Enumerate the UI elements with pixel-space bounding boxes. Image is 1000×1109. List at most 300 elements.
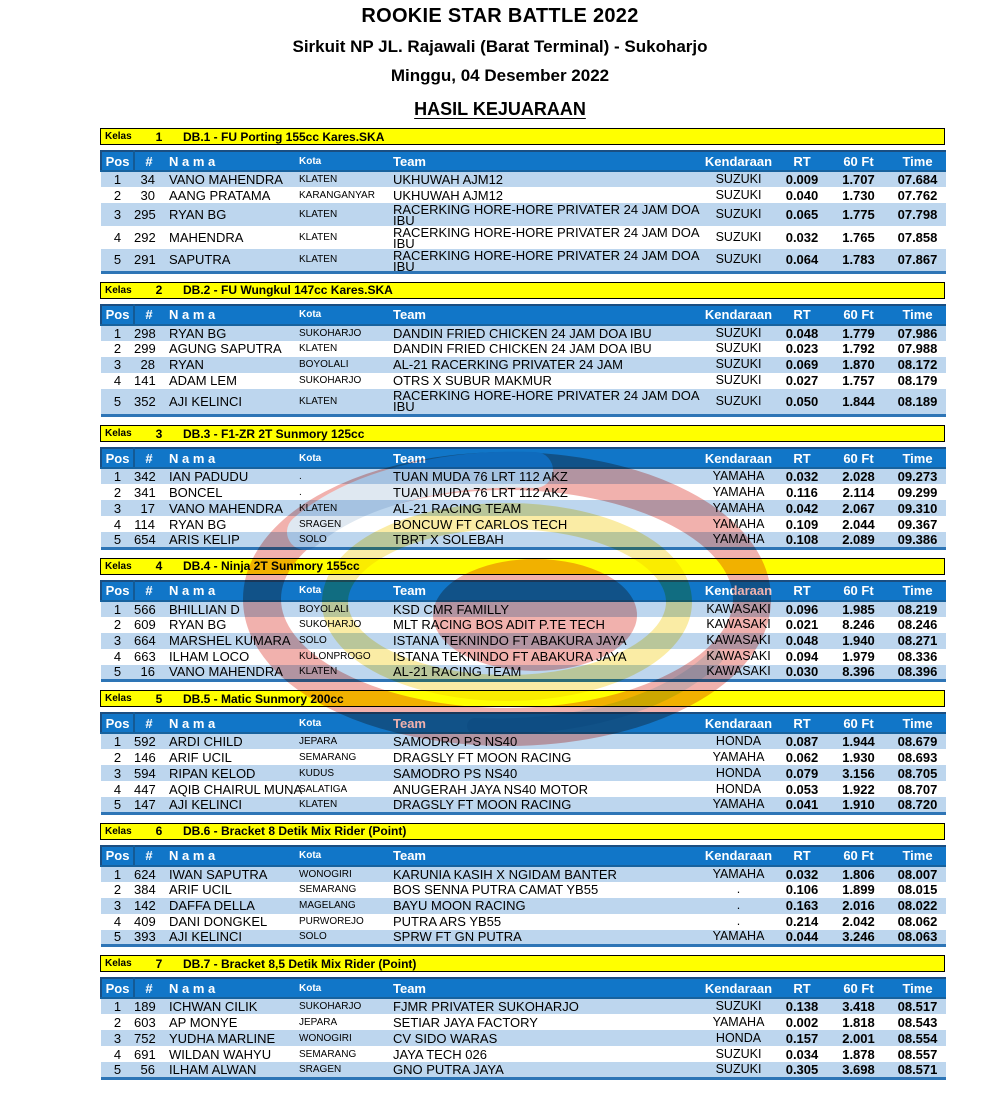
cell-team bbox=[387, 171, 701, 187]
cell-kota: SOLO bbox=[299, 635, 327, 646]
col-header-rt: RT bbox=[776, 305, 828, 325]
class-section bbox=[100, 690, 945, 815]
cell-kota: KLATEN bbox=[299, 254, 338, 266]
cell-nama: RIPAN KELOD bbox=[169, 765, 256, 781]
result-row bbox=[101, 468, 946, 484]
cell-team bbox=[387, 1046, 701, 1062]
cell-60ft: 2.089 bbox=[842, 531, 875, 547]
cell-team bbox=[387, 203, 701, 226]
col-header-nama: N a m a bbox=[163, 978, 293, 998]
cell-kendaraan: YAMAHA bbox=[712, 531, 765, 546]
team-text bbox=[393, 173, 701, 186]
result-row bbox=[101, 633, 946, 649]
cell-number: 34 bbox=[140, 172, 155, 187]
col-header-nama: N a m a bbox=[163, 713, 293, 733]
cell-number: 146 bbox=[134, 749, 156, 765]
kelas-title: DB.5 - Matic Sunmory 200cc bbox=[183, 691, 344, 706]
class-section bbox=[100, 128, 945, 274]
cell-rt: 0.021 bbox=[785, 617, 819, 632]
cell-nama: SAPUTRA bbox=[169, 252, 231, 268]
cell-number: 28 bbox=[140, 357, 155, 372]
cell-pos: 4 bbox=[113, 649, 122, 664]
cell-rt: 0.032 bbox=[785, 469, 819, 484]
cell-kendaraan: YAMAHA bbox=[712, 749, 765, 764]
cell-rt: 0.069 bbox=[785, 357, 819, 372]
team-line1: BOS SENNA PUTRA CAMAT YB55 bbox=[393, 882, 599, 897]
cell-rt: 0.040 bbox=[785, 187, 819, 203]
cell-pos: 1 bbox=[113, 601, 122, 617]
cell-kota: KLATEN bbox=[299, 209, 338, 220]
team-line1: KSD CMR FAMILLY bbox=[393, 601, 510, 617]
cell-time: 08.336 bbox=[897, 649, 938, 664]
cell-kota: KLATEN bbox=[299, 343, 338, 354]
kelas-label: Kelas bbox=[105, 284, 132, 296]
table-header-row bbox=[101, 581, 946, 601]
cell-team bbox=[387, 749, 701, 765]
cell-number: 566 bbox=[134, 601, 156, 617]
cell-team bbox=[387, 617, 701, 633]
cell-rt: 0.214 bbox=[785, 914, 819, 929]
cell-nama: RYAN BG bbox=[169, 325, 227, 341]
col-header-pos: Pos bbox=[101, 846, 134, 866]
team-line1: OTRS X SUBUR MAKMUR bbox=[393, 373, 552, 388]
cell-nama: RYAN BG bbox=[169, 207, 227, 222]
cell-time: 08.062 bbox=[897, 914, 938, 929]
cell-kendaraan: KAWASAKI bbox=[706, 601, 771, 616]
result-row bbox=[101, 998, 946, 1014]
result-row bbox=[101, 765, 946, 781]
cell-nama: BONCEL bbox=[169, 484, 223, 500]
cell-team bbox=[387, 665, 701, 681]
cell-kendaraan: SUZUKI bbox=[715, 230, 762, 244]
team-line1: BONCUW FT CARLOS TECH bbox=[393, 516, 568, 532]
team-text bbox=[393, 634, 701, 647]
cell-rt: 0.096 bbox=[785, 601, 819, 617]
result-row bbox=[101, 898, 946, 914]
cell-rt: 0.034 bbox=[785, 1046, 819, 1062]
cell-number: 292 bbox=[134, 230, 156, 245]
cell-number: 342 bbox=[134, 469, 156, 484]
cell-team bbox=[387, 516, 701, 532]
cell-team bbox=[387, 500, 701, 516]
col-header-rt: RT bbox=[776, 846, 828, 866]
col-header-team: Team bbox=[387, 305, 701, 325]
cell-rt: 0.094 bbox=[785, 649, 819, 664]
cell-kota: SEMARANG bbox=[299, 884, 357, 895]
col-header-rt: RT bbox=[776, 448, 828, 468]
cell-pos: 3 bbox=[113, 1030, 122, 1046]
result-row bbox=[101, 1062, 946, 1078]
class-header-bar bbox=[100, 823, 945, 840]
cell-kendaraan: SUZUKI bbox=[715, 393, 762, 408]
cell-pos: 2 bbox=[113, 187, 122, 203]
cell-team bbox=[387, 373, 701, 389]
cell-number: 624 bbox=[134, 866, 156, 882]
cell-60ft: 1.775 bbox=[842, 207, 875, 222]
team-text bbox=[393, 603, 701, 616]
cell-team bbox=[387, 866, 701, 882]
team-line1: CV SIDO WARAS bbox=[393, 1030, 498, 1046]
result-row bbox=[101, 882, 946, 898]
team-line1: DANDIN FRIED CHICKEN 24 JAM DOA IBU bbox=[393, 325, 652, 341]
cell-kendaraan: SUZUKI bbox=[715, 999, 762, 1013]
cell-nama: ARIS KELIP bbox=[169, 531, 240, 547]
cell-nama: DAFFA DELLA bbox=[169, 898, 255, 913]
cell-nama: IAN PADUDU bbox=[169, 469, 249, 484]
cell-time: 08.557 bbox=[897, 1046, 938, 1062]
class-header-bar bbox=[100, 690, 945, 707]
cell-nama: ADAM LEM bbox=[169, 373, 237, 388]
cell-kota: . bbox=[299, 486, 302, 498]
cell-60ft: 1.870 bbox=[842, 357, 875, 372]
cell-60ft: 2.001 bbox=[842, 1030, 875, 1046]
team-text bbox=[393, 665, 701, 678]
cell-60ft: 1.707 bbox=[842, 172, 875, 187]
team-text bbox=[393, 518, 701, 531]
team-text bbox=[393, 751, 701, 764]
cell-team bbox=[387, 914, 701, 930]
team-text bbox=[393, 1000, 701, 1013]
cell-number: 663 bbox=[134, 649, 156, 664]
result-row bbox=[101, 500, 946, 516]
col-header-60ft: 60 Ft bbox=[828, 305, 889, 325]
cell-rt: 0.116 bbox=[786, 484, 818, 500]
team-line1: JAYA TECH 026 bbox=[393, 1046, 487, 1062]
team-text bbox=[393, 248, 701, 274]
team-line1: RACERKING HORE-HORE PRIVATER 24 JAM DOA bbox=[393, 225, 700, 240]
team-text bbox=[393, 868, 701, 881]
cell-60ft: 1.899 bbox=[842, 882, 875, 897]
cell-pos: 4 bbox=[113, 1046, 122, 1062]
cell-60ft: 2.114 bbox=[842, 484, 875, 500]
col-header-kendaraan: Kendaraan bbox=[701, 448, 776, 468]
cell-team bbox=[387, 249, 701, 272]
cell-nama: MARSHEL KUMARA bbox=[169, 633, 291, 648]
result-row bbox=[101, 617, 946, 633]
results-table bbox=[100, 712, 946, 815]
cell-number: 752 bbox=[134, 1030, 156, 1046]
col-header-kendaraan: Kendaraan bbox=[701, 305, 776, 325]
cell-time: 08.219 bbox=[897, 601, 938, 617]
cell-kendaraan: HONDA bbox=[715, 1030, 762, 1045]
result-row bbox=[101, 1030, 946, 1046]
cell-team bbox=[387, 1062, 701, 1078]
result-row bbox=[101, 532, 946, 548]
cell-rt: 0.087 bbox=[785, 734, 819, 749]
cell-nama: MAHENDRA bbox=[169, 230, 244, 245]
team-text bbox=[393, 389, 701, 412]
cell-nama: DANI DONGKEL bbox=[169, 914, 268, 929]
result-row bbox=[101, 733, 946, 749]
cell-time: 08.063 bbox=[897, 929, 938, 945]
cell-pos: 2 bbox=[113, 882, 122, 897]
cell-pos: 5 bbox=[113, 393, 122, 409]
col-header-number: # bbox=[134, 151, 163, 171]
result-row bbox=[101, 914, 946, 930]
class-header-bar bbox=[100, 425, 945, 442]
col-header-kendaraan: Kendaraan bbox=[701, 151, 776, 171]
cell-60ft: 3.246 bbox=[842, 929, 875, 945]
cell-kendaraan: SUZUKI bbox=[715, 252, 762, 267]
cell-number: 295 bbox=[134, 207, 156, 222]
table-header-row bbox=[101, 305, 946, 325]
cell-number: 291 bbox=[134, 252, 156, 268]
cell-kota: SOLO bbox=[299, 931, 327, 943]
cell-kendaraan: SUZUKI bbox=[715, 1061, 762, 1076]
class-section bbox=[100, 282, 945, 418]
cell-nama: BHILLIAN D bbox=[169, 601, 240, 617]
cell-kota: SUKOHARJO bbox=[299, 619, 362, 630]
team-text bbox=[393, 1063, 701, 1076]
results-table bbox=[100, 304, 946, 418]
cell-pos: 1 bbox=[113, 999, 122, 1014]
col-header-team: Team bbox=[387, 448, 701, 468]
cell-kendaraan: KAWASAKI bbox=[706, 649, 771, 663]
team-line1: UKHUWAH AJM12 bbox=[393, 172, 504, 187]
col-header-60ft: 60 Ft bbox=[828, 846, 889, 866]
col-header-number: # bbox=[134, 448, 163, 468]
cell-nama: ARIF UCIL bbox=[169, 749, 232, 765]
cell-kota: KLATEN bbox=[299, 502, 338, 514]
cell-kota: KLATEN bbox=[299, 174, 338, 185]
cell-rt: 0.305 bbox=[785, 1061, 819, 1077]
cell-time: 07.858 bbox=[897, 230, 938, 245]
kelas-title: DB.3 - F1-ZR 2T Sunmory 125cc bbox=[183, 426, 365, 441]
result-row bbox=[101, 187, 946, 203]
col-header-team: Team bbox=[387, 713, 701, 733]
class-section bbox=[100, 955, 945, 1080]
cell-kendaraan: SUZUKI bbox=[715, 172, 762, 186]
col-header-time: Time bbox=[889, 713, 946, 733]
cell-60ft: 2.016 bbox=[842, 898, 875, 913]
cell-number: 147 bbox=[134, 796, 156, 812]
result-row bbox=[101, 341, 946, 357]
team-line1: KARUNIA KASIH X NGIDAM BANTER bbox=[393, 866, 617, 882]
team-line1: RACERKING HORE-HORE PRIVATER 24 JAM DOA bbox=[393, 387, 700, 403]
cell-time: 08.396 bbox=[897, 664, 938, 680]
cell-kota: BOYOLALI bbox=[299, 359, 349, 370]
col-header-pos: Pos bbox=[101, 151, 134, 171]
team-line2: IBU bbox=[393, 398, 415, 414]
cell-rt: 0.042 bbox=[785, 500, 819, 516]
team-line1: AL-21 RACING TEAM bbox=[393, 664, 522, 680]
cell-nama: AJI KELINCI bbox=[169, 929, 242, 945]
cell-time: 09.273 bbox=[897, 469, 938, 484]
cell-rt: 0.138 bbox=[785, 999, 819, 1014]
cell-team bbox=[387, 325, 701, 341]
col-header-pos: Pos bbox=[101, 305, 134, 325]
cell-kota: SUKOHARJO bbox=[299, 375, 362, 386]
section-title: HASIL KEJUARAAN bbox=[414, 99, 586, 119]
cell-pos: 3 bbox=[113, 765, 122, 781]
cell-rt: 0.044 bbox=[785, 929, 819, 945]
result-row bbox=[101, 781, 946, 797]
cell-pos: 5 bbox=[113, 531, 122, 547]
cell-kota: PURWOREJO bbox=[299, 916, 364, 927]
team-line1: TBRT X SOLEBAH bbox=[393, 531, 504, 547]
cell-rt: 0.108 bbox=[785, 531, 819, 547]
kelas-label: Kelas bbox=[105, 131, 132, 142]
cell-time: 08.679 bbox=[897, 734, 938, 749]
cell-pos: 5 bbox=[113, 929, 122, 945]
col-header-number: # bbox=[134, 305, 163, 325]
result-row bbox=[101, 484, 946, 500]
col-header-team: Team bbox=[387, 581, 701, 601]
cell-rt: 0.009 bbox=[785, 172, 819, 187]
cell-number: 299 bbox=[134, 341, 156, 356]
cell-time: 07.798 bbox=[897, 207, 938, 222]
cell-nama: AQIB CHAIRUL MUNA bbox=[169, 781, 303, 797]
cell-rt: 0.163 bbox=[785, 898, 819, 913]
result-row bbox=[101, 249, 946, 272]
result-row bbox=[101, 749, 946, 765]
team-line1: GNO PUTRA JAYA bbox=[393, 1061, 504, 1077]
cell-pos: 1 bbox=[113, 734, 122, 749]
cell-number: 654 bbox=[134, 531, 156, 547]
cell-number: 594 bbox=[134, 765, 156, 781]
team-line1: MLT RACING BOS ADIT P.TE TECH bbox=[393, 617, 605, 632]
team-line2: IBU bbox=[393, 213, 415, 228]
team-text bbox=[393, 358, 701, 371]
cell-kendaraan: KAWASAKI bbox=[706, 664, 771, 679]
kelas-label: Kelas bbox=[105, 693, 132, 704]
team-text bbox=[393, 650, 701, 663]
cell-number: 30 bbox=[140, 187, 155, 203]
result-row bbox=[101, 649, 946, 665]
result-row bbox=[101, 797, 946, 813]
event-date: Minggu, 04 Desember 2022 bbox=[390, 66, 610, 85]
col-header-nama: N a m a bbox=[163, 151, 293, 171]
result-row bbox=[101, 601, 946, 617]
cell-nama: ARIF UCIL bbox=[169, 882, 232, 897]
team-text bbox=[393, 930, 701, 943]
cell-time: 07.684 bbox=[897, 172, 938, 187]
col-header-nama: N a m a bbox=[163, 581, 293, 601]
col-header-time: Time bbox=[889, 846, 946, 866]
team-text bbox=[393, 486, 701, 499]
cell-kota: KLATEN bbox=[299, 395, 338, 407]
team-line1: SAMODRO PS NS40 bbox=[393, 734, 518, 749]
cell-kota: WONOGIRI bbox=[299, 868, 352, 880]
cell-time: 09.367 bbox=[897, 516, 938, 532]
col-header-kota: Kota bbox=[293, 978, 387, 998]
cell-time: 08.517 bbox=[897, 999, 938, 1014]
team-text bbox=[393, 502, 701, 515]
cell-pos: 5 bbox=[113, 796, 122, 812]
cell-60ft: 1.979 bbox=[842, 649, 875, 664]
cell-number: 352 bbox=[134, 393, 156, 409]
cell-60ft: 1.910 bbox=[842, 796, 875, 812]
team-line1: TUAN MUDA 76 LRT 112 AKZ bbox=[393, 469, 568, 484]
class-header-bar bbox=[100, 282, 945, 299]
cell-kendaraan: SUZUKI bbox=[715, 341, 762, 355]
cell-60ft: 1.783 bbox=[842, 252, 875, 268]
cell-number: 341 bbox=[134, 484, 156, 500]
cell-kota: JEPARA bbox=[299, 1016, 338, 1028]
cell-kota: SUKOHARJO bbox=[299, 327, 362, 339]
cell-kendaraan: SUZUKI bbox=[715, 357, 762, 371]
cell-number: 189 bbox=[134, 999, 156, 1014]
cell-time: 08.172 bbox=[897, 357, 938, 372]
cell-60ft: 8.246 bbox=[842, 617, 875, 632]
col-header-rt: RT bbox=[776, 151, 828, 171]
cell-kota: . bbox=[299, 471, 302, 482]
cell-nama: AJI KELINCI bbox=[169, 796, 242, 812]
team-line1: SAMODRO PS NS40 bbox=[393, 765, 518, 781]
cell-rt: 0.023 bbox=[785, 341, 819, 356]
col-header-kendaraan: Kendaraan bbox=[701, 581, 776, 601]
class-header-bar bbox=[100, 128, 945, 145]
kelas-title: DB.6 - Bracket 8 Detik Mix Rider (Point) bbox=[183, 824, 407, 838]
cell-kota: KLATEN bbox=[299, 798, 338, 810]
cell-number: 141 bbox=[134, 373, 156, 388]
cell-team bbox=[387, 998, 701, 1014]
team-text bbox=[393, 1032, 701, 1045]
col-header-number: # bbox=[134, 846, 163, 866]
cell-number: 409 bbox=[134, 914, 156, 929]
cell-pos: 3 bbox=[113, 500, 122, 516]
cell-nama: AP MONYE bbox=[169, 1014, 238, 1030]
cell-number: 603 bbox=[134, 1014, 156, 1030]
cell-kendaraan: . bbox=[736, 898, 741, 912]
cell-time: 07.867 bbox=[897, 252, 938, 268]
cell-kendaraan: HONDA bbox=[715, 734, 762, 748]
cell-team bbox=[387, 797, 701, 813]
cell-rt: 0.027 bbox=[785, 373, 819, 388]
cell-kota: SALATIGA bbox=[299, 783, 348, 795]
cell-number: 17 bbox=[140, 500, 155, 516]
team-text bbox=[393, 735, 701, 748]
cell-kendaraan: KAWASAKI bbox=[706, 633, 771, 647]
cell-kendaraan: SUZUKI bbox=[715, 207, 762, 221]
team-text bbox=[393, 883, 701, 896]
cell-pos: 2 bbox=[113, 1014, 122, 1030]
cell-number: 384 bbox=[134, 882, 156, 897]
cell-pos: 1 bbox=[113, 172, 122, 187]
team-text bbox=[393, 767, 701, 780]
team-text bbox=[393, 189, 701, 202]
team-line1: SPRW FT GN PUTRA bbox=[393, 929, 522, 945]
col-header-kendaraan: Kendaraan bbox=[701, 978, 776, 998]
cell-time: 08.707 bbox=[897, 781, 938, 797]
cell-rt: 0.002 bbox=[785, 1014, 819, 1030]
col-header-60ft: 60 Ft bbox=[828, 151, 889, 171]
cell-time: 08.705 bbox=[897, 765, 938, 781]
result-row bbox=[101, 930, 946, 946]
cell-60ft: 1.878 bbox=[842, 1046, 875, 1062]
team-line1: TUAN MUDA 76 LRT 112 AKZ bbox=[393, 484, 568, 500]
col-header-team: Team bbox=[387, 151, 701, 171]
team-text bbox=[393, 1016, 701, 1029]
team-text bbox=[393, 915, 701, 928]
results-table bbox=[100, 447, 946, 550]
col-header-pos: Pos bbox=[101, 581, 134, 601]
cell-60ft: 1.940 bbox=[842, 633, 875, 648]
cell-team bbox=[387, 532, 701, 548]
col-header-number: # bbox=[134, 581, 163, 601]
cell-rt: 0.048 bbox=[785, 633, 819, 648]
cell-nama: ICHWAN CILIK bbox=[169, 999, 258, 1014]
team-text bbox=[393, 1048, 701, 1061]
cell-kota: KARANGANYAR bbox=[299, 189, 375, 201]
table-header-row bbox=[101, 448, 946, 468]
result-row bbox=[101, 1014, 946, 1030]
cell-pos: 2 bbox=[113, 484, 122, 500]
col-header-kota: Kota bbox=[293, 305, 387, 325]
col-header-rt: RT bbox=[776, 581, 828, 601]
cell-pos: 1 bbox=[113, 325, 122, 341]
cell-time: 09.386 bbox=[897, 531, 938, 547]
